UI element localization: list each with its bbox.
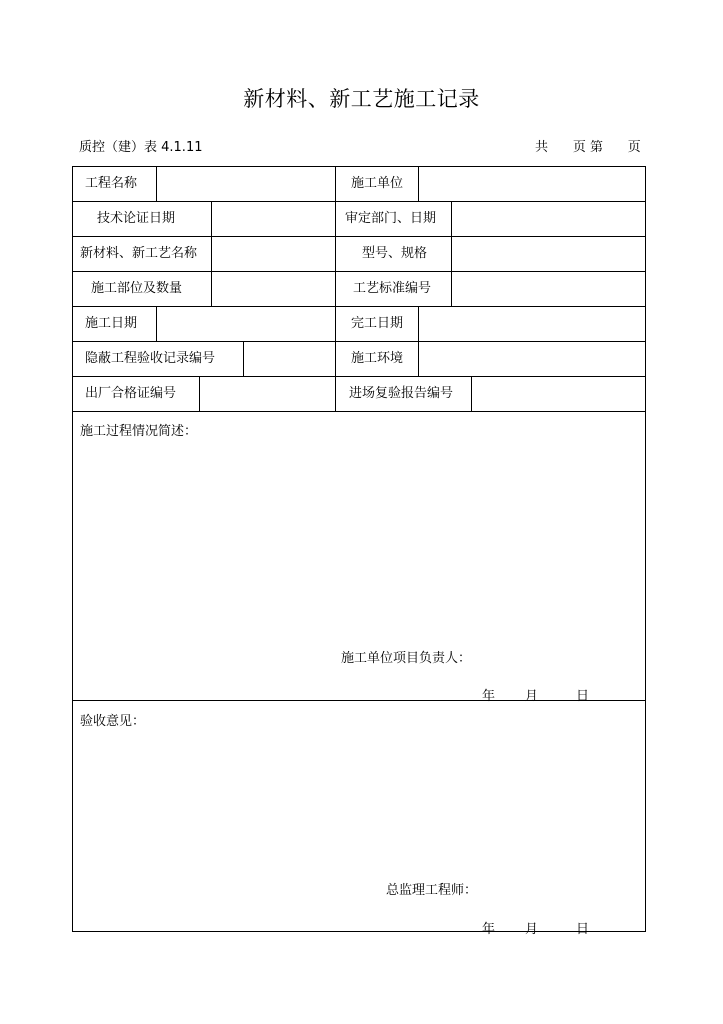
label-environment: 施工环境 [351, 351, 404, 366]
page-total-label: 共 [535, 140, 549, 155]
page-label: 页 [572, 140, 586, 155]
model-spec-field[interactable] [452, 237, 645, 270]
process-date-year: 年 [482, 689, 496, 704]
label-construction-unit: 施工单位 [351, 176, 404, 191]
label-location-quantity: 施工部位及数量 [91, 281, 183, 296]
label-model-spec: 型号、规格 [362, 246, 428, 261]
label-project-name: 工程名称 [85, 176, 138, 191]
start-date-field[interactable] [157, 307, 334, 340]
location-quantity-field[interactable] [212, 272, 334, 305]
acceptance-opinion-area[interactable] [74, 732, 645, 872]
column-divider [335, 167, 336, 411]
approval-dept-date-field[interactable] [452, 202, 645, 235]
process-description-heading: 施工过程情况简述： [80, 424, 198, 439]
acceptance-date-month: 月 [525, 922, 539, 937]
acceptance-date-year: 年 [482, 922, 496, 937]
document-title: 新材料、新工艺施工记录 [243, 87, 480, 111]
certificate-no-field[interactable] [200, 377, 334, 410]
page-label-2: 页 [627, 140, 641, 155]
completion-date-field[interactable] [419, 307, 645, 340]
label-approval-dept-date: 审定部门、日期 [345, 211, 437, 226]
label-process-standard-no: 工艺标准编号 [353, 281, 432, 296]
page-counter [535, 136, 641, 155]
process-date-day: 日 [576, 689, 590, 704]
process-standard-no-field[interactable] [452, 272, 645, 305]
concealed-record-no-field[interactable] [244, 342, 334, 375]
label-completion-date: 完工日期 [351, 316, 404, 331]
form-code: 质控（建）表 4.1.11 [79, 140, 203, 155]
material-process-name-field[interactable] [212, 237, 334, 270]
environment-field[interactable] [419, 342, 645, 375]
acceptance-date-day: 日 [576, 922, 590, 937]
construction-unit-field[interactable] [419, 168, 645, 200]
label-start-date: 施工日期 [85, 316, 138, 331]
label-certificate-no: 出厂合格证编号 [85, 386, 177, 401]
process-signer-label: 施工单位项目负责人： [341, 651, 472, 666]
chief-supervisor-label: 总监理工程师： [386, 883, 478, 898]
process-date-month: 月 [525, 689, 539, 704]
section-divider [73, 700, 645, 701]
label-retest-report-no: 进场复验报告编号 [349, 386, 454, 401]
label-tech-demo-date: 技术论证日期 [97, 211, 176, 226]
label-material-process-name: 新材料、新工艺名称 [80, 246, 198, 261]
project-name-field[interactable] [157, 168, 334, 200]
page-ordinal-label: 第 [589, 140, 603, 155]
record-form [72, 166, 646, 937]
tech-demo-date-field[interactable] [212, 202, 334, 235]
process-description-area[interactable] [74, 442, 645, 642]
retest-report-no-field[interactable] [472, 377, 645, 410]
row-divider [73, 411, 645, 412]
label-concealed-record-no: 隐蔽工程验收记录编号 [85, 351, 216, 366]
acceptance-opinion-heading: 验收意见： [80, 714, 146, 729]
